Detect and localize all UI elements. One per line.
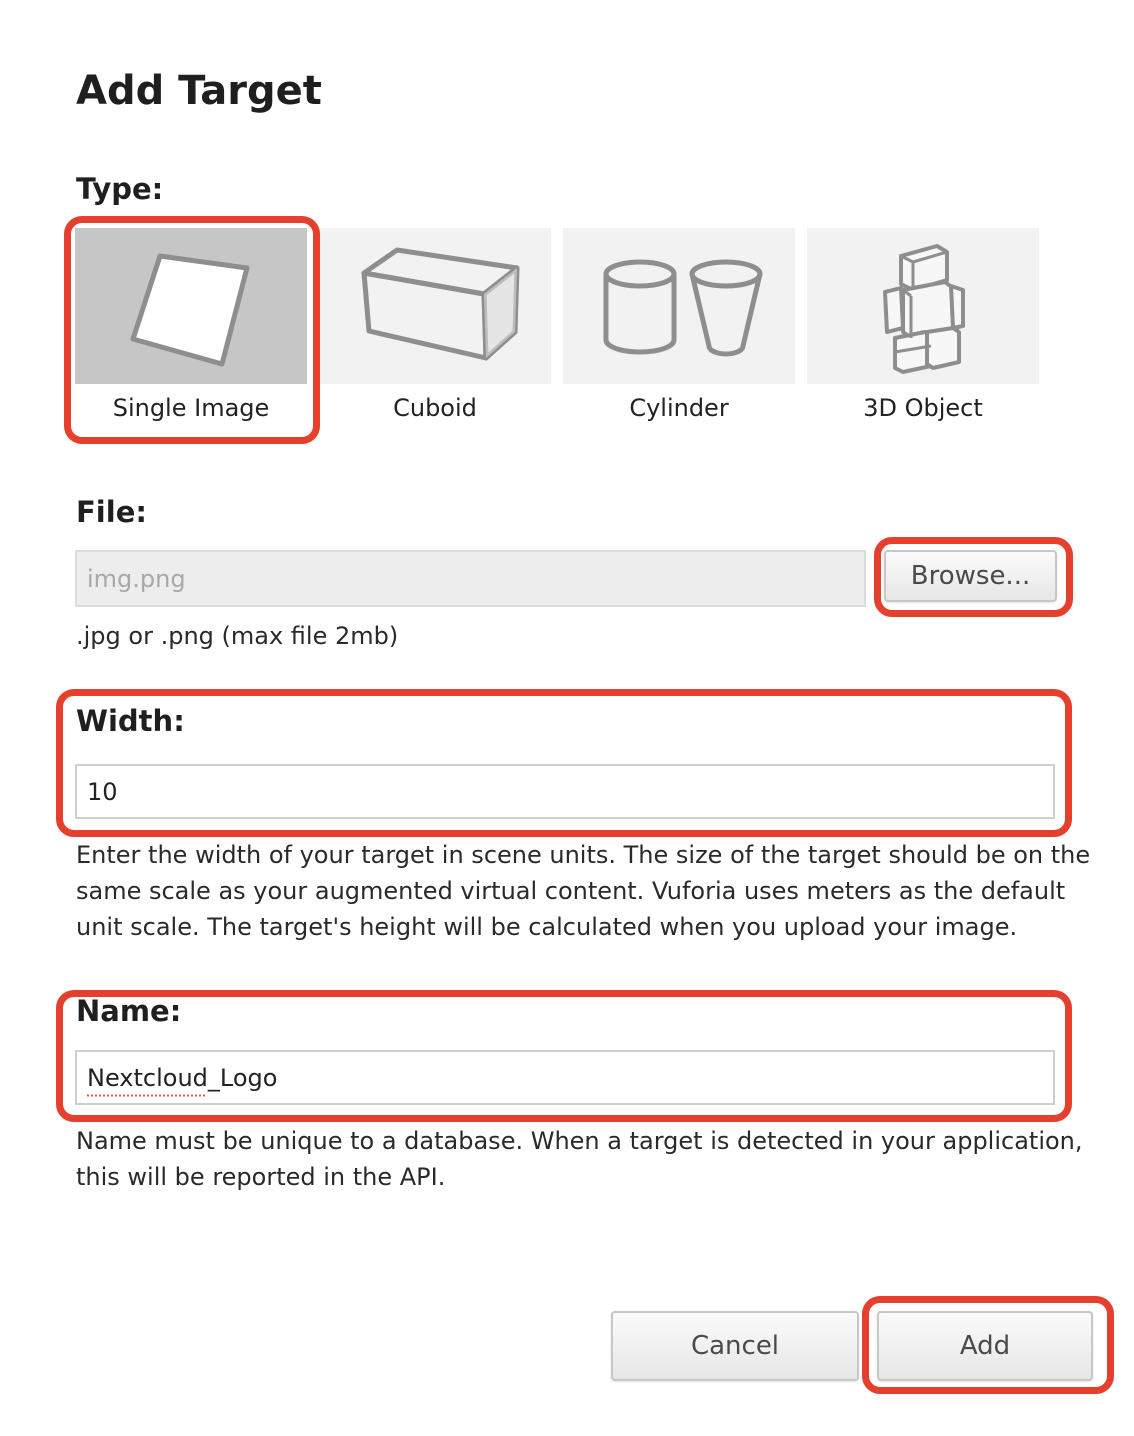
spellcheck-underline xyxy=(86,1094,206,1097)
type-caption-cuboid: Cuboid xyxy=(393,394,477,422)
type-caption-3d-object: 3D Object xyxy=(863,394,983,422)
type-label: Type: xyxy=(76,172,164,206)
width-label: Width: xyxy=(76,704,185,738)
type-option-cylinder[interactable] xyxy=(563,228,795,384)
cuboid-icon xyxy=(319,228,551,384)
single-image-icon xyxy=(75,228,307,384)
type-option-3d-object[interactable] xyxy=(807,228,1039,384)
file-path-input[interactable] xyxy=(75,550,866,607)
dialog-title: Add Target xyxy=(76,68,322,114)
width-help: Enter the width of your target in scene units. The size of the target should be on the same scale as your augmented virtual content. Vuforia uses meters as the default unit scale. The target's height will be calculated when you upload your image. xyxy=(76,841,1091,941)
add-button[interactable]: Add xyxy=(877,1311,1093,1381)
name-help: Name must be unique to a database. When a target is detected in your application, this will be reported in the API. xyxy=(76,1127,1083,1191)
name-input[interactable] xyxy=(75,1050,1055,1105)
type-caption-cylinder: Cylinder xyxy=(629,394,729,422)
cancel-button[interactable]: Cancel xyxy=(611,1311,859,1381)
type-caption-single-image: Single Image xyxy=(112,394,270,422)
width-input[interactable] xyxy=(75,764,1055,819)
file-label: File: xyxy=(76,495,147,529)
3d-object-icon xyxy=(807,228,1039,384)
type-option-single-image[interactable] xyxy=(75,228,307,384)
browse-button[interactable]: Browse... xyxy=(884,550,1057,602)
file-hint: .jpg or .png (max file 2mb) xyxy=(76,622,399,650)
type-option-cuboid[interactable] xyxy=(319,228,551,384)
name-label: Name: xyxy=(76,994,182,1028)
cylinder-icon xyxy=(563,228,795,384)
